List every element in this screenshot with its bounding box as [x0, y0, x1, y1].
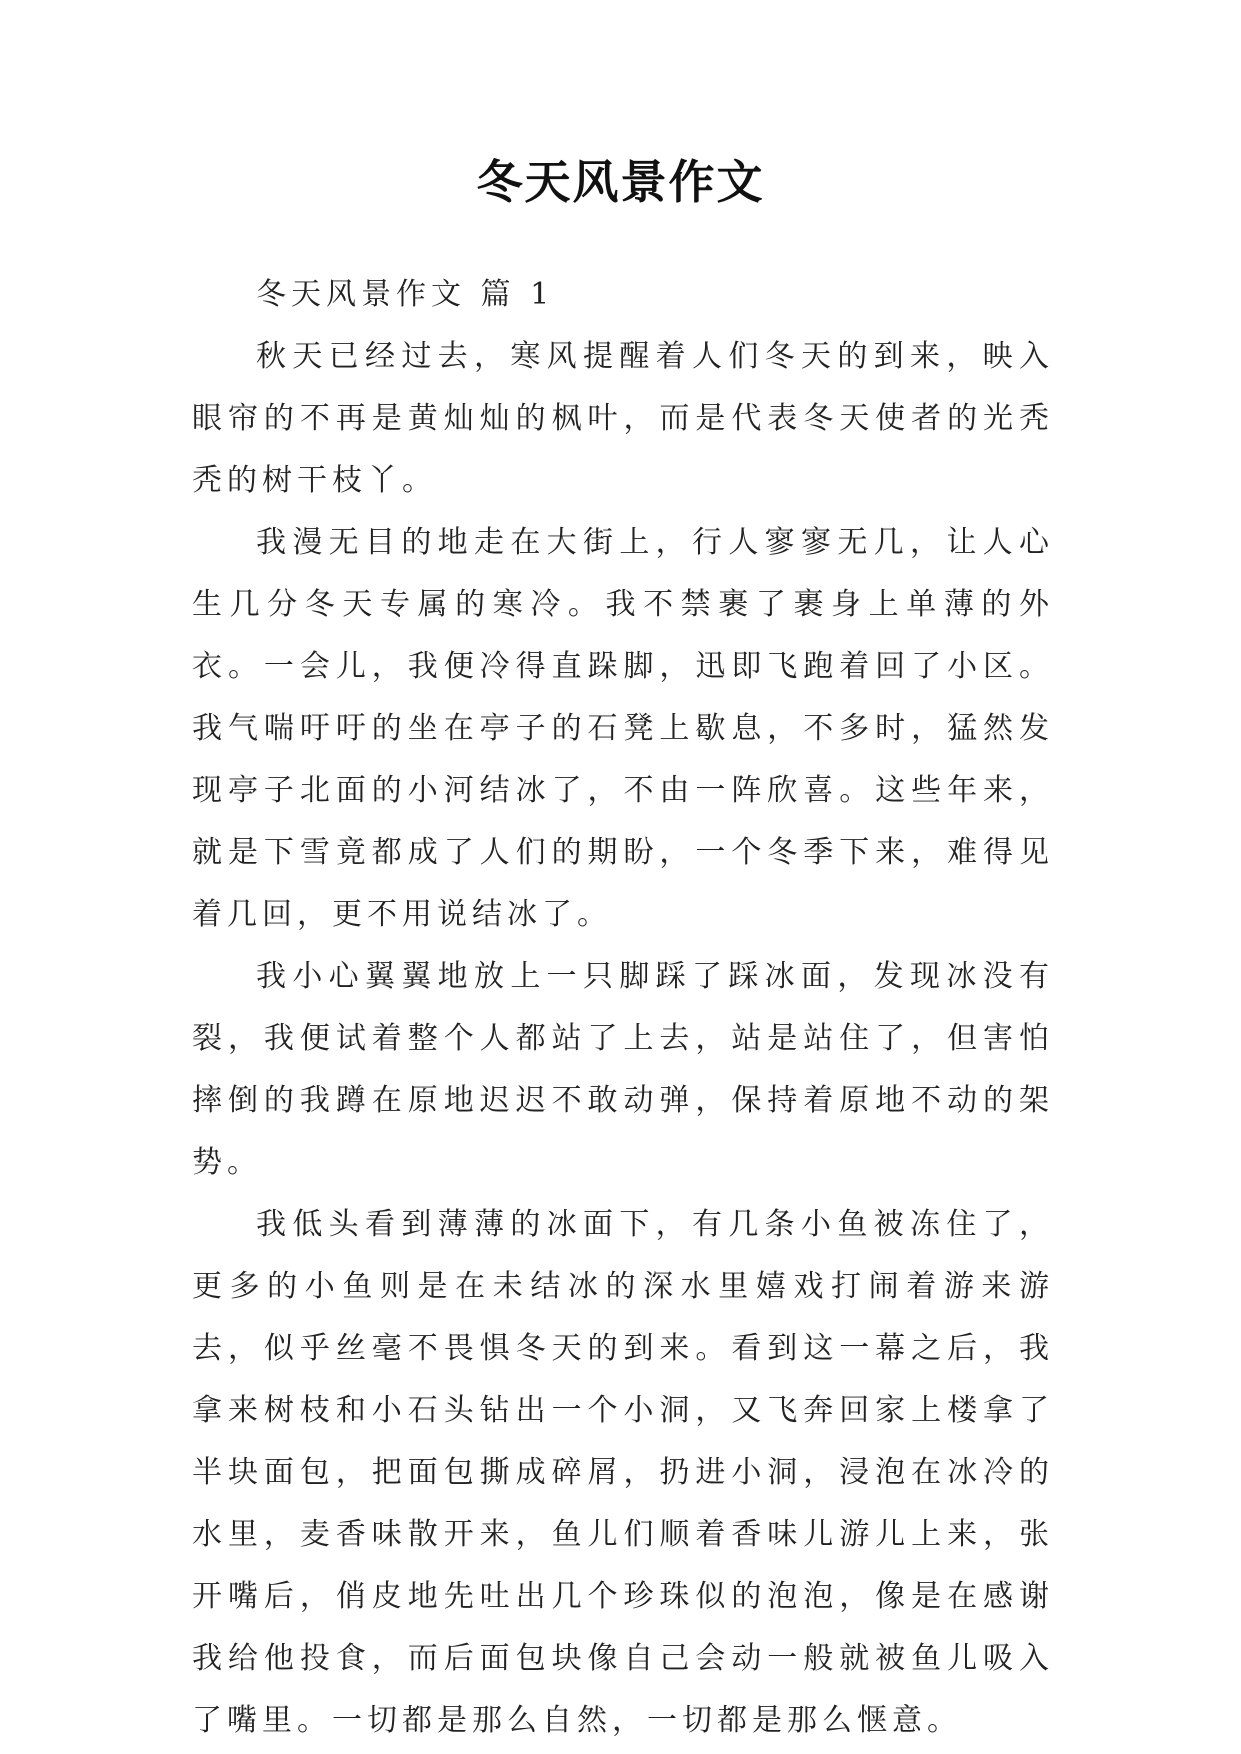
document-title: 冬天风景作文 [476, 155, 765, 209]
document-body [192, 264, 1054, 1752]
paragraph-4: 我低头看到薄薄的冰面下，有几条小鱼被冻住了，更多的小鱼则是在未结冰的深水里嬉戏打闹着游来游去，似乎丝毫不畏惧冬天的到来。看到这一幕之后，我拿来树枝和小石头钻出一个小洞，又飞奔回家上楼拿了半块面包，把面包撕成碎屑，扔进小洞，浸泡在冰冷的水里，麦香味散开来，鱼儿们顺着香味儿游儿上来，张开嘴后，俏皮地先吐出几个珍珠似的泡泡，像是在感谢我给他投食，而后面包块像自己会动一般就被鱼儿吸入了嘴里。一切都是那么自然，一切都是那么惬意。 [192, 1207, 1054, 1738]
paragraph-3: 我小心翼翼地放上一只脚踩了踩冰面，发现冰没有裂，我便试着整个人都站了上去，站是站住了，但害怕摔倒的我蹲在原地迟迟不敢动弹，保持着原地不动的架势。 [192, 959, 1054, 1180]
paragraph-1: 秋天已经过去，寒风提醒着人们冬天的到来，映入眼帘的不再是黄灿灿的枫叶，而是代表冬天使者的光秃秃的树干枝丫。 [192, 339, 1054, 498]
paragraph-2: 我漫无目的地走在大街上，行人寥寥无几，让人心生几分冬天专属的寒冷。我不禁裹了裹身上单薄的外衣。一会儿，我便冷得直跺脚，迅即飞跑着回了小区。我气喘吁吁的坐在亭子的石凳上歇息，不多时，猛然发现亭子北面的小河结冰了，不由一阵欣喜。这些年来，就是下雪竟都成了人们的期盼，一个冬季下来，难得见着几回，更不用说结冰了。 [192, 525, 1054, 932]
section-heading: 冬天风景作文 篇 1 [256, 277, 555, 312]
